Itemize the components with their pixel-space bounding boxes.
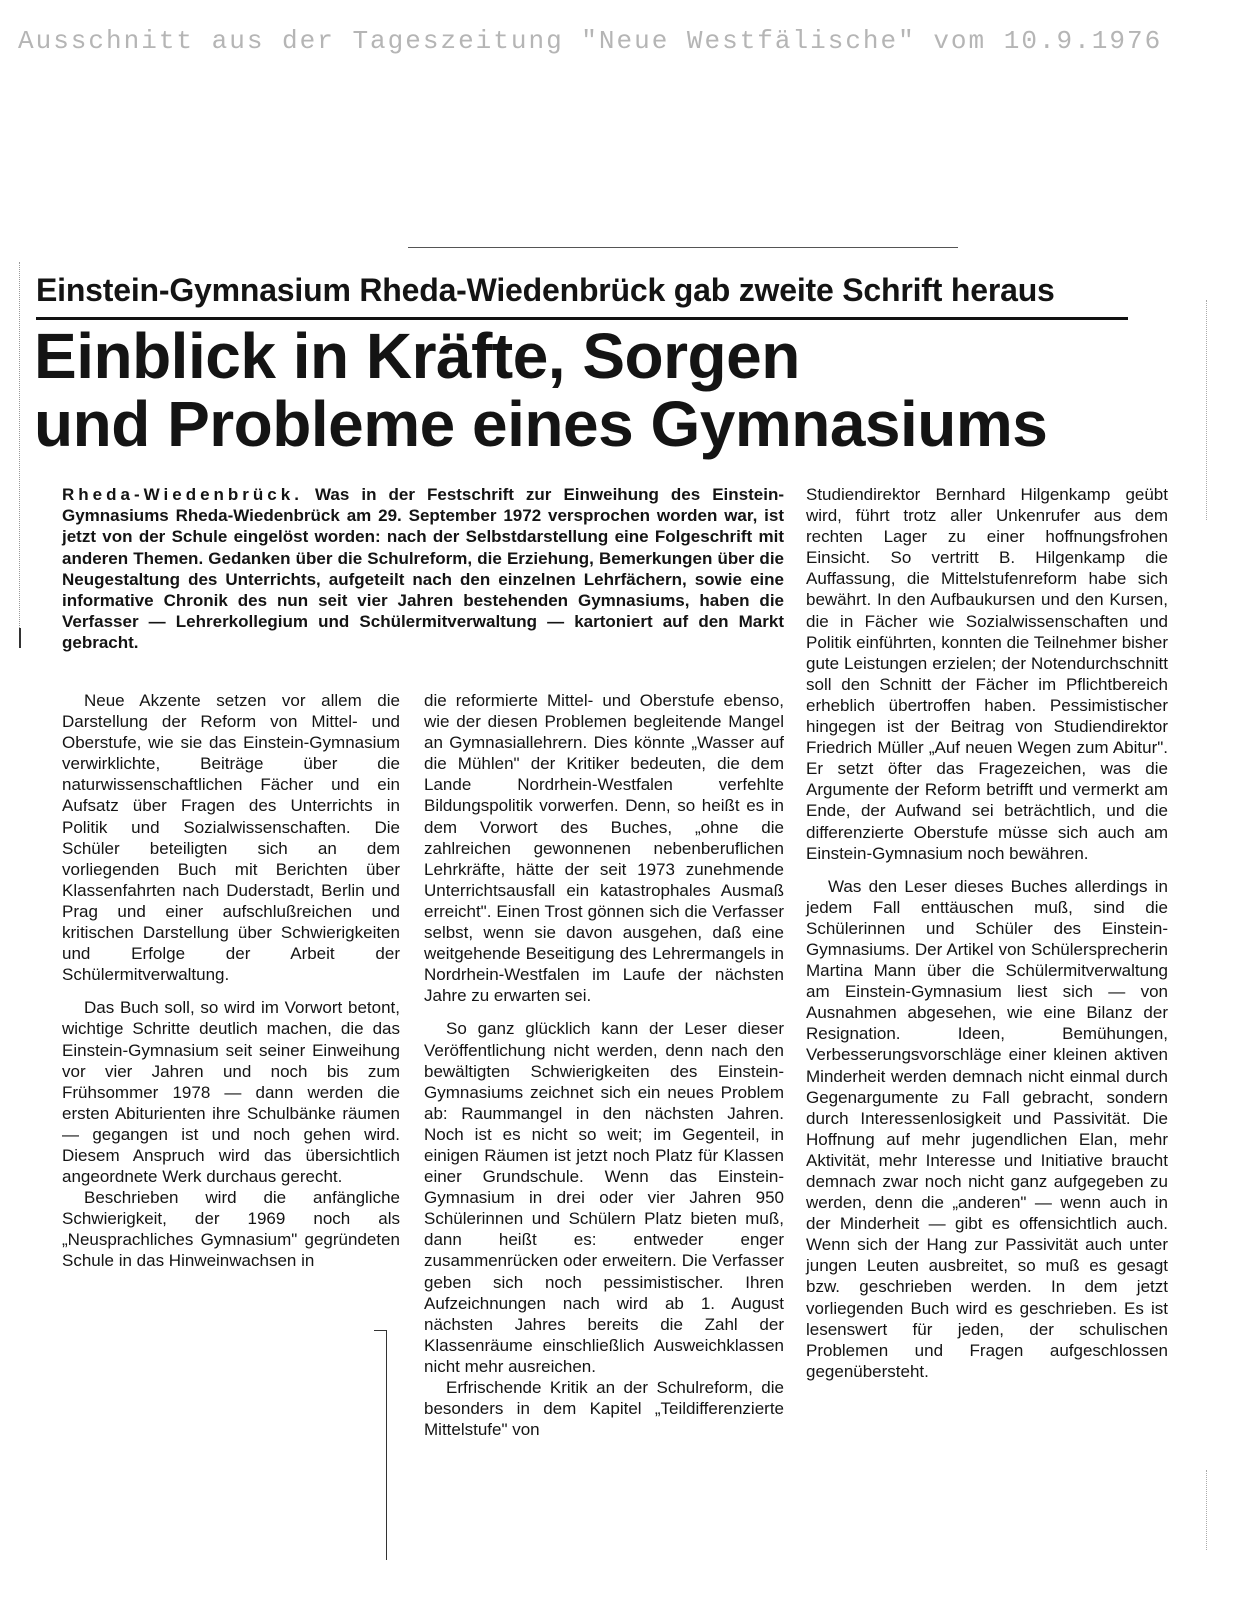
column-1-paragraph-2: Das Buch soll, so wird im Vorwort betont, wichtige Schritte deutlich machen, die das Einstein-Gymnasium seit seiner Einweihung vor vier Jahren und noch bis zum Frühsommer 1978 — dann werden die ersten Abiturienten ihre Schulbänke räumen — gegangen ist und noch gehen wird. Diesem Anspruch wird das übersichtlich angeordnete Werk durchaus gerecht. — [62, 998, 400, 1187]
article-lead — [62, 484, 784, 654]
column-3-paragraph-2: Was den Leser dieses Buches allerdings in jedem Fall enttäuschen muß, sind die Schülerinnen und Schüler des Einstein-Gymnasiums. Der Artikel von Schülersprecherin Martina Mann über die Schülermitverwaltung am Einstein-Gymnasium liest sich — von Ausnahmen abgesehen, wie eine Bilanz der Resignation. Ideen, Bemühungen, Verbesserungsvorschläge einer kleinen aktiven Minderheit werden demnach nicht einmal durch Gegenargumente zu Fall gebracht, sondern durch Interessenlosigkeit und Passivität. Die Hoffnung auf mehr jugendlichen Elan, mehr Aktivität, mehr Interesse und Initiative braucht demnach zwar noch nicht ganz aufgegeben zu werden, denn die „anderen" — wenn auch in der Minderheit — gibt es offensichtlich auch. Wenn sich der Hang zur Passivität auch unter jungen Leuten ausbreitet, so muß es gesagt bzw. geschrieben werden. In dem jetzt vorliegenden Buch wird es geschrieben. Es ist lesenswert für jeden, der schulischen Problemen und Fragen aufgeschlossen gegenübersteht. — [806, 876, 1168, 1381]
headline-line-1: Einblick in Kräfte, Sorgen — [34, 320, 800, 392]
column-divider-tick — [374, 1330, 386, 1331]
article-column-1 — [62, 690, 400, 1284]
column-3-paragraph-1: Studiendirektor Bernhard Hilgenkamp geübt wird, führt trotz aller Unkenrufer aus dem rechten Lager zu einer hoffnungsfrohen Einsicht. So vertritt B. Hilgenkamp die Auffassung, die Mittelstufenreform habe sich bewährt. In den Aufbaukursen und den Kursen, die in Fächer wie Sozialwissenschaften und Politik einführten, konnten die Teilnehmer bisher gute Leistungen erzielen; der Notendurchschnitt soll den Schnitt der Fächer im Pflichtbereich erheblich übertroffen haben. Pessimistischer hingegen ist der Beitrag von Studiendirektor Friedrich Müller „Auf neuen Wegen zum Abitur". Er setzt öfter das Fragezeichen, was die Argumente der Reform betrifft und vermerkt am Ende, der Aufwand sei beträchtlich, und die differenzierte Oberstufe müsse sich auch am Einstein-Gymnasium noch bewähren. — [806, 485, 1168, 863]
column-1-paragraph-3: Beschrieben wird die anfängliche Schwierigkeit, der 1969 noch als „Neusprachliches Gymnasium" gegründeten Schule in das Hinweinwachsen in — [62, 1188, 400, 1271]
lead-text: Was in der Festschrift zur Einweihung des Einstein-Gymnasiums Rheda-Wiedenbrück am 29. September 1972 versprochen worden war, ist jetzt von der Schule eingelöst worden: nach der Selbstdarstellung eine Folgeschrift mit anderen Themen. Gedanken über die Schulreform, die Erziehung, Bemerkungen über die Neugestaltung des Unterrichts, aufgeteilt nach den einzelnen Lehrfächern, sowie eine informative Chronik des nun seit vier Jahren bestehenden Gymnasiums, haben die Verfasser — Lehrerkollegium und Schülermitverwaltung — kartoniert auf den Markt gebracht. — [62, 485, 784, 653]
article-column-2 — [424, 690, 784, 1452]
article-kicker: Einstein-Gymnasium Rheda-Wiedenbrück gab zweite Schrift heraus — [36, 272, 1055, 308]
clipping-right-edge-mark-lower — [1206, 1470, 1207, 1550]
clipping-source-note: Ausschnitt aus der Tageszeitung "Neue Westfälische" vom 10.9.1976 — [18, 26, 1163, 56]
column-2-paragraph-3: Erfrischende Kritik an der Schulreform, die besonders in dem Kapitel „Teildifferenzierte Mittelstufe" von — [424, 1378, 784, 1440]
clipping-left-edge-mark — [19, 262, 20, 642]
headline-line-2: und Probleme eines Gymnasiums — [34, 388, 1048, 460]
article-column-3 — [806, 484, 1168, 1394]
clipping-right-edge-mark — [1206, 300, 1207, 520]
column-divider-rule — [386, 1330, 387, 1560]
column-2-paragraph-1: die reformierte Mittel- und Oberstufe ebenso, wie der diesen Problemen begleitende Mangel an Gymnasiallehrern. Dies könnte „Wasser auf die Mühlen" der Kritiker bedeuten, die dem Lande Nordrhein-Westfalen verfehlte Bildungspolitik vorwerfen. Denn, so heißt es in dem Vorwort des Buches, „ohne die zahlreichen gewonnenen nebenberuflichen Lehrkräfte, hätte der seit 1973 zunehmende Unterrichtsausfall ein katastrophales Ausmaß erreicht". Einen Trost gönnen sich die Verfasser selbst, wenn sie davon ausgehen, daß eine weitgehende Beseitigung des Lehrermangels in Nordrhein-Westfalen im Laufe der nächsten Jahre zu erwarten sei. — [424, 691, 784, 1006]
column-1-paragraph-1: Neue Akzente setzen vor allem die Darstellung der Reform von Mittel- und Oberstufe, wie sie das Einstein-Gymnasium verwirklichte, Beiträge über die naturwissenschaftlichen Fächer und ein Aufsatz über Fragen des Unterrichts in Politik und Sozialwissenschaften. Die Schüler beteiligten sich an dem vorliegenden Buch mit Berichten über Klassenfahrten nach Duderstadt, Berlin und Prag und einer aufschlußreichen und kritischen Darstellung über Schwierigkeiten und Erfolge der Arbeit der Schülermitverwaltung. — [62, 691, 400, 985]
clipping-top-rule — [408, 247, 958, 248]
clipping-left-edge-tick — [19, 628, 21, 648]
column-2-paragraph-2: So ganz glücklich kann der Leser dieser Veröffentlichung nicht werden, denn nach den bewältigten Schwierigkeiten des Einstein-Gymnasiums zeichnet sich ein neues Problem ab: Raummangel in den nächsten Jahren. Noch ist es nicht so weit; im Gegenteil, in einigen Räumen ist jetzt noch Platz für Klassen einer Grundschule. Wenn das Einstein-Gymnasium in drei oder vier Jahren 950 Schülerinnen und Schülern Platz bieten muß, dann heißt es: entweder enger zusammenrücken oder erweitern. Die Verfasser geben sich noch pessimistischer. Ihren Aufzeichnungen nach wird ab 1. August nächsten Jahres bereits die Zahl der Klassenräume einschließlich Ausweichklassen nicht mehr ausreichen. — [424, 1019, 784, 1376]
article-headline — [34, 322, 1174, 458]
lead-dateline: Rheda-Wiedenbrück. — [62, 485, 303, 504]
